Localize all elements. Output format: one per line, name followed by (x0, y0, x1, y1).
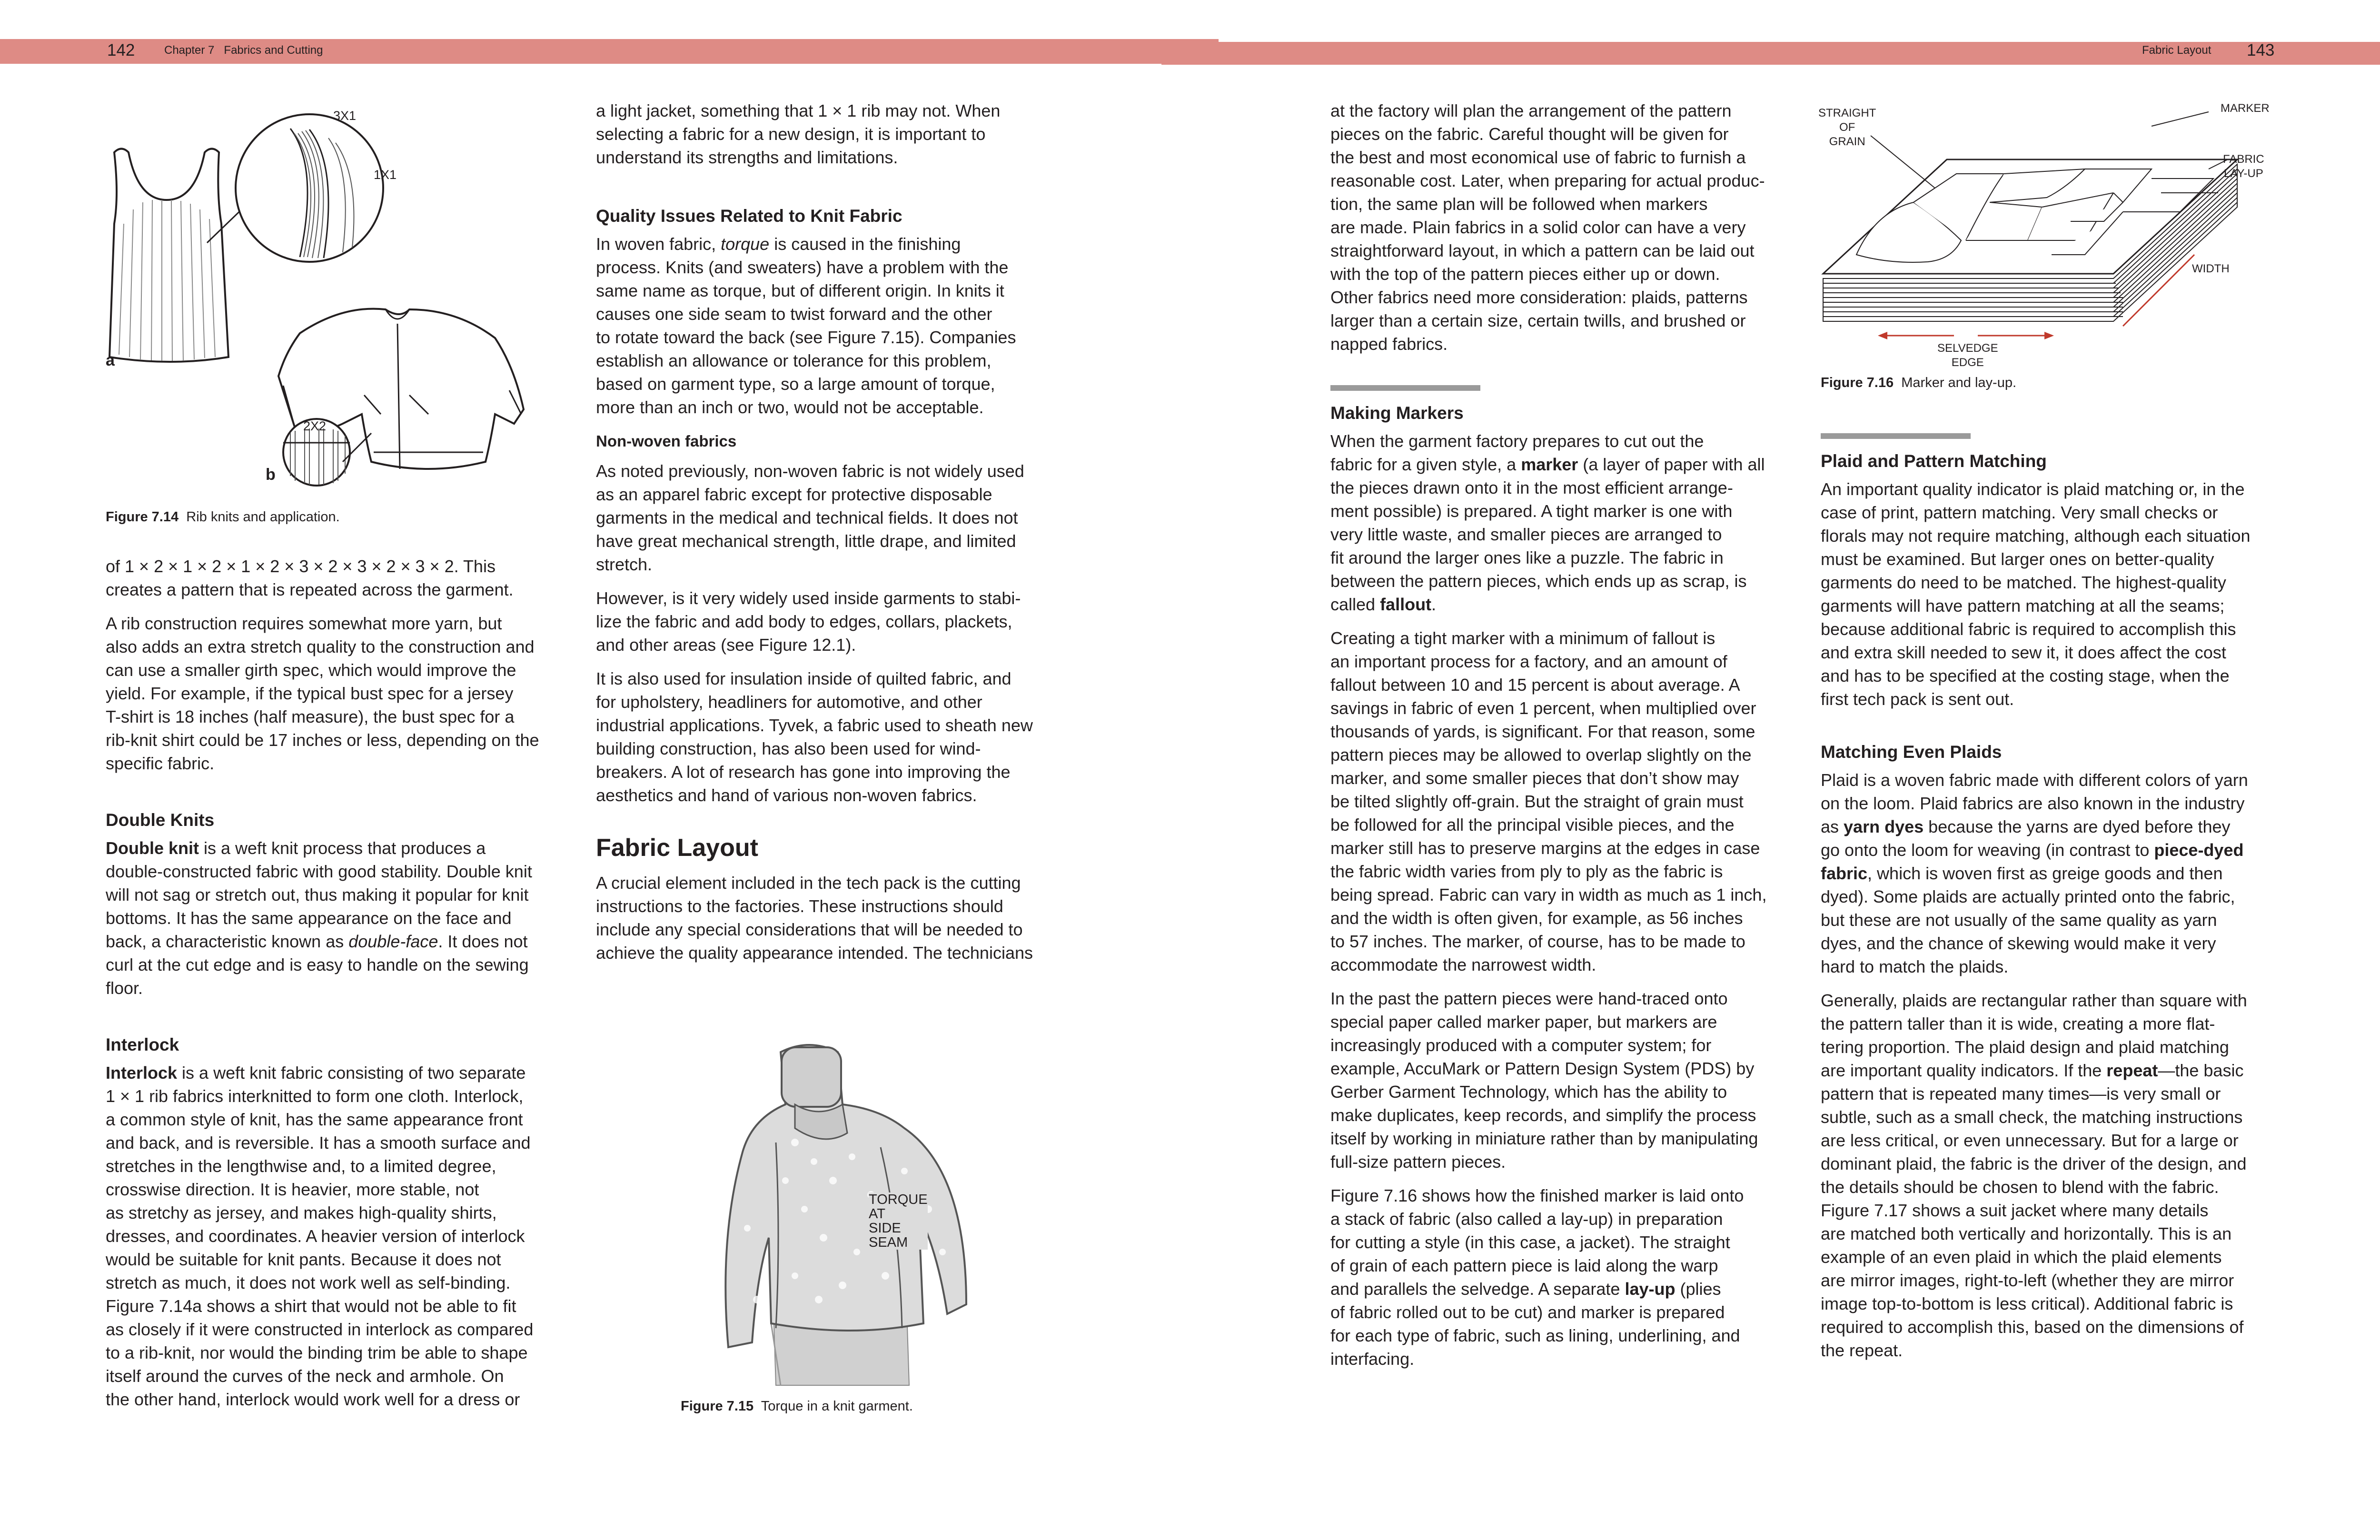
paragraph: of 1 × 2 × 1 × 2 × 1 × 2 × 3 × 2 × 3 × 2 × 3 × 2. This creates a pattern that is repeated across the garment. (106, 556, 514, 599)
paragraph: It is also used for insulation inside of quilted fabric, and for upholstery, headliners for automotive, and other industrial applications. Tyvek, a fabric used to sheath new building construction, has also been used for wind- breakers. A lot of research has gone into improving the aesthetics and hand of various non-woven fabrics. (596, 669, 1033, 805)
paragraph: Generally, plaids are rectangular rather than square with the pattern taller than it is wide, creating a more flat- tering proportion. The plaid design and plaid matching are important quality indicators. If the repeat—the basic pattern that is repeated many times—is very small or subtle, such as a small check, the matching instructions are less critical, or even unnecessary. But for a large or dominant plaid, the fabric is the driver of the design, and the details should be chosen to blend with the fabric. Figure 7.17 shows a suit jacket where many details are matched both vertically and horizontally. This is an example of an even plaid in which the plaid elements are mirror images, right-to-left (whether they are mirror image top-to-bottom is less critical). Additional fabric is required to accomplish this, based on the dimensions of the repeat. (1821, 991, 2247, 1360)
torque-label: TORQUE AT SIDE SEAM (869, 1192, 928, 1250)
caption-text: Marker and lay-up. (1901, 375, 2017, 390)
label-marker: MARKER (2221, 102, 2270, 115)
term-piece-dyed-fabric: piece-dyed fabric (1821, 840, 2244, 883)
caption-number: Figure 7.16 (1821, 375, 1894, 390)
paragraph: at the factory will plan the arrangement of the pattern pieces on the fabric. Careful thought will be given for the best and most economical use of fabric to furnish a reasonable cost. Later, when preparing for actual produc- tion, the same plan will be followed when markers are made. Plain fabrics in a solid color can have a very straightforward layout, in which a pattern can be laid out with the top of the pattern pieces either up or down. Other fabrics need more consideration: plaids, patterns larger than a certain size, certain twills, and brushed or napped fabrics. (1330, 101, 1765, 354)
heading-quality-issues: Quality Issues Related to Knit Fabric (596, 206, 902, 226)
term-repeat: repeat (2106, 1061, 2158, 1080)
paragraph: a light jacket, something that 1 × 1 rib may not. When selecting a fabric for a new design, it is important to understand its strengths and limitations. (596, 101, 1001, 167)
left-running-head: Chapter 7 Fabrics and Cutting (164, 44, 323, 57)
caption-text: Torque in a knit garment. (761, 1399, 913, 1414)
paragraph: An important quality indicator is plaid matching or, in the case of print, pattern matching. Very small checks or florals may not require matching, although each situation must be examined. But larger ones on better-quality garments do need to be matched. The highest-quality garments will have pattern matching at all the seams; because additional fabric is required to accomplish this and extra skill needed to sew it, it does affect the cost and has to be specified at the costing stage, when the first tech pack is sent out. (1821, 479, 2251, 709)
label-3x1: 3X1 (333, 109, 357, 123)
column-3 (1330, 99, 1806, 1381)
caption-number: Figure 7.14 (106, 509, 179, 525)
figure-7-16 (1818, 98, 2270, 374)
figure-7-15-caption (681, 1399, 913, 1414)
label-width: WIDTH (2192, 262, 2230, 275)
figure-7-14 (95, 100, 571, 495)
caption-number: Figure 7.15 (681, 1399, 754, 1414)
heading-double-knits: Double Knits (106, 810, 215, 830)
heading-interlock: Interlock (106, 1035, 179, 1054)
term-interlock: Interlock (106, 1063, 178, 1083)
paragraph: Plaid is a woven fabric made with different colors of yarn on the loom. Plaid fabrics are also known in the industry as yarn dyes because the yarns are dyed before they go onto the loom for weaving (in contrast to piece-dyed fabric, which is woven first as greige goods and then dyed). Some plaids are actually printed onto the fabric, but these are not usually of the same quality as yarn dyes, and the chance of skewing would make it very hard to match the plaids. (1821, 770, 2248, 976)
rib-knits-illustration (95, 100, 571, 495)
paragraph: Figure 7.16 shows how the finished marker is laid onto a stack of fabric (also called a lay-up) in preparation for cutting a style (in this case, a jacket). The straight of grain of each pattern piece is laid along the warp and parallels the selvedge. A separate lay-up (plies of fabric rolled out to be cut) and marker is prepared for each type of fabric, such as lining, underlining, and interfacing. (1330, 1186, 1744, 1369)
heading-making-markers: Making Markers (1330, 403, 1464, 423)
term-double-knit: Double knit (106, 838, 199, 858)
figure-7-14-caption (106, 509, 340, 525)
term-yarn-dyes: yarn dyes (1844, 817, 1924, 836)
paragraph: A crucial element included in the tech pack is the cutting instructions to the factories. These instructions should include any special considerations that will be needed to achieve the quality appearance intended. The technicians (596, 873, 1033, 963)
label-selvedge-edge: SELVEDGE EDGE (1937, 342, 1998, 369)
paragraph: Interlock is a weft knit fabric consisting of two separate 1 × 1 rib fabrics interknitted to form one cloth. Interlock, a common style of knit, has the same appearance front and back, and is reversible. It has a smooth surface and stretches in the lengthwise and, to a limited degree, crosswise direction. It is heavier, more stable, not as stretchy as jersey, and makes high-quality shirts, dresses, and coordinates. A heavier version of interlock would be suitable for knit pants. Because it does not stretch as much, it does not work well as self-binding. Figure 7.14a shows a shirt that would not be able to fit as closely if it were constructed in interlock as compared to a rib-knit, nor would the binding trim be able to shape itself around the curves of the neck and armhole. On the other hand, interlock would work well for a dress or (106, 1063, 534, 1409)
label-a: a (106, 351, 115, 369)
heading-fabric-layout: Fabric Layout (596, 834, 758, 862)
section-rule (1821, 433, 1971, 439)
label-1x1: 1X1 (374, 168, 397, 182)
caption-text: Rib knits and application. (186, 509, 340, 525)
column-4 (1821, 433, 2297, 1372)
right-running-head: Fabric Layout (2142, 44, 2211, 57)
right-page-number: 143 (2247, 41, 2275, 60)
paragraph: In the past the pattern pieces were hand-traced onto special paper called marker paper, but markers are increasingly produced with a computer system; for example, AccuMark or Pattern Design System (PDS) by Gerber Garment Technology, which has the ability to make duplicates, keep records, and simplify the process itself by working in miniature rather than by manipulating full-size pattern pieces. (1330, 989, 1758, 1172)
heading-matching-even-plaids: Matching Even Plaids (1821, 742, 2002, 762)
figure-7-16-caption (1821, 375, 2016, 391)
paragraph: In woven fabric, torque is caused in the finishing process. Knits (and sweaters) have a problem with the same name as torque, but of different origin. In knits it causes one side seam to twist forward and the other to rotate toward the back (see Figure 7.15). Companies establish an allowance or tolerance for this problem, based on garment type, so a large amount of torque, more than an inch or two, would not be acceptable. (596, 234, 1016, 417)
paragraph: Double knit is a weft knit process that produces a double-constructed fabric with good stability. Double knit will not sag or stretch out, thus making it popular for knit bottoms. It has the same appearance on the face and back, a characteristic known as double-face. It does not curl at the cut edge and is easy to handle on the sewing floor. (106, 838, 532, 998)
label-b: b (266, 466, 276, 484)
column-2 (596, 99, 1072, 975)
heading-non-woven: Non-woven fabrics (596, 432, 737, 450)
heading-plaid-matching: Plaid and Pattern Matching (1821, 451, 2047, 471)
paragraph: Creating a tight marker with a minimum of fallout is an important process for a factory, and an amount of fallout between 10 and 15 percent is about average. A savings in fabric of even 1 percent, when multiplied over thousands of yards, is significant. For that reason, some pattern pieces may be allowed to overlap slightly on the marker, and some smaller pieces that don’t show may be tilted slightly off-grain. But the straight of grain must be followed for all the principal visible pieces, and the marker still has to preserve margins at the edges in case the fabric width varies from ply to ply as the fabric is being spread. Fabric can vary in width as much as 1 inch, and the width is often given, for example, as 56 inches to 57 inches. The marker, of course, has to be made to accommodate the narrowest width. (1330, 628, 1767, 974)
paragraph: However, is it very widely used inside garments to stabi- lize the fabric and add body to edges, collars, plackets, and other areas (see Figure 12.1). (596, 588, 1021, 655)
term-lay-up: lay-up (1625, 1279, 1676, 1299)
left-page-number: 142 (107, 41, 135, 60)
label-2x2: 2X2 (303, 419, 327, 433)
term-fallout: fallout (1380, 595, 1432, 614)
marker-layup-illustration (1818, 98, 2247, 374)
paragraph: When the garment factory prepares to cut out the fabric for a given style, a marker (a layer of paper with all the pieces drawn onto it in the most efficient arrange- ment possible) is prepared. A tight marker is one with very little waste, and smaller pieces are arranged to fit around the larger ones like a puzzle. The fabric in between the pattern pieces, which ends up as scrap, is called fallout. (1330, 431, 1765, 614)
label-fabric-layup: FABRIC LAY-UP (2223, 153, 2264, 180)
paragraph: As noted previously, non-woven fabric is not widely used as an apparel fabric except for protective disposable garments in the medical and technical fields. It does not have great mechanical strength, little drape, and limited stretch. (596, 461, 1024, 574)
column-1 (106, 555, 563, 1421)
paragraph: A rib construction requires somewhat more yarn, but also adds an extra stretch quality to the construction and can use a smaller girth spec, which would improve the yield. For example, if the typical bust spec for a jersey T-shirt is 18 inches (half measure), the bust spec for a rib-knit shirt could be 17 inches or less, depending on the specific fabric. (106, 614, 539, 773)
term-marker: marker (1521, 455, 1578, 474)
label-straight-of-grain: STRAIGHT OF GRAIN (1818, 107, 1876, 148)
figure-7-15 (700, 1038, 1033, 1390)
section-rule (1330, 385, 1480, 391)
sweater-illustration (700, 1038, 1033, 1390)
